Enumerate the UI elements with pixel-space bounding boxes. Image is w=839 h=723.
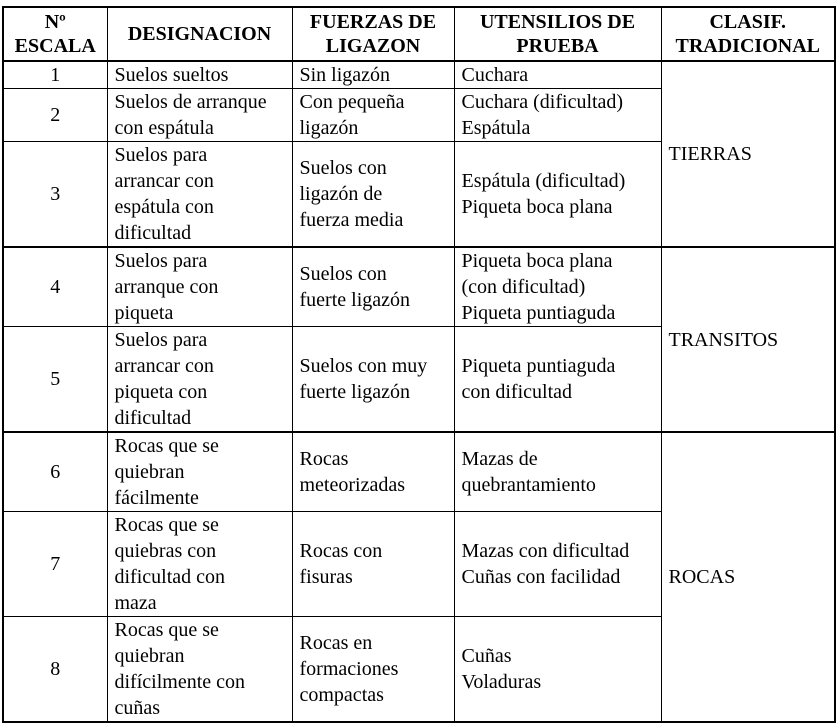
cell-line: Cuchara (dificultad) [461, 91, 624, 113]
cell-line: Suelos con [299, 157, 387, 179]
header-fuerzas [292, 7, 454, 61]
fuerzas-cell [292, 512, 454, 617]
cell-line: Suelos con muy [299, 355, 428, 377]
cell-line: fuerte ligazón [299, 289, 410, 311]
escala-cell: 6 [3, 432, 107, 512]
header-line: Nº [44, 11, 66, 33]
escala-cell: 5 [3, 327, 107, 433]
fuerzas-cell [292, 89, 454, 142]
cell-line: fuerte ligazón [299, 381, 410, 403]
fuerzas-cell [292, 247, 454, 327]
utensilios-cell [454, 327, 661, 433]
utensilios-cell [454, 617, 661, 723]
cell-line: Rocas que se [114, 435, 219, 457]
utensilios-cell [454, 89, 661, 142]
designacion-cell [107, 432, 292, 512]
utensilios-cell [454, 61, 661, 89]
cell-line: fácilmente [114, 487, 199, 509]
header-line: CLASIF. [709, 11, 786, 33]
header-line: UTENSILIOS DE [479, 11, 636, 33]
cell-line: Rocas en [299, 632, 373, 654]
table-row [3, 432, 835, 512]
cell-line: Cuñas [461, 645, 512, 667]
escala-cell: 2 [3, 89, 107, 142]
clasificacion-cell [661, 432, 835, 722]
cell-line: ligazón [299, 117, 359, 139]
clasificacion-rocas: ROCAS [668, 566, 736, 588]
cell-line: con dificultad [461, 381, 573, 403]
header-designacion [107, 7, 292, 61]
cell-line: Rocas con [299, 540, 383, 562]
escala-cell: 7 [3, 512, 107, 617]
cell-line: fuerza media [299, 209, 404, 231]
cell-line: Rocas que se [114, 514, 219, 536]
cell-line: con espátula [114, 117, 214, 139]
cell-line: formaciones [299, 658, 399, 680]
cell-line: cuñas [114, 697, 161, 719]
cell-line: Piqueta boca plana [461, 250, 613, 272]
table-row [3, 61, 835, 89]
designacion-cell [107, 61, 292, 89]
cell-line: Mazas con dificultad [461, 540, 630, 562]
cell-line: Rocas [299, 448, 349, 470]
cell-line: Suelos para [114, 329, 208, 351]
cell-line: ligazón de [299, 183, 383, 205]
cell-line: Suelos para [114, 144, 208, 166]
utensilios-cell [454, 432, 661, 512]
fuerzas-cell [292, 432, 454, 512]
cell-line: Rocas que se [114, 619, 219, 641]
cell-line: dificultad [114, 222, 192, 244]
cell-line: arranque con [114, 276, 219, 298]
cell-line: arrancar con [114, 170, 214, 192]
designacion-cell [107, 142, 292, 248]
header-line: FUERZAS DE [309, 11, 437, 33]
cell-line: Suelos con [299, 263, 387, 285]
cell-line: difícilmente con [114, 671, 246, 693]
fuerzas-cell [292, 617, 454, 723]
cell-line: Suelos sueltos [114, 64, 229, 86]
fuerzas-cell [292, 327, 454, 433]
escala-cell: 4 [3, 247, 107, 327]
cell-line: quiebras con [114, 540, 217, 562]
cell-line: Piqueta boca plana [461, 196, 613, 218]
escala-cell: 8 [3, 617, 107, 723]
cell-line: Piqueta puntiaguda [461, 355, 616, 377]
cell-line: fisuras [299, 566, 353, 588]
cell-line: Espátula (dificultad) [461, 170, 626, 192]
fuerzas-cell [292, 142, 454, 248]
cell-line: dificultad con [114, 566, 226, 588]
cell-line: espátula con [114, 196, 214, 218]
cell-line: maza [114, 592, 157, 614]
clasificacion-cell [661, 247, 835, 432]
cell-line: arrancar con [114, 355, 214, 377]
cell-line: meteorizadas [299, 474, 405, 496]
cell-line: piqueta con [114, 381, 208, 403]
header-line: ESCALA [14, 35, 96, 57]
cell-line: quebrantamiento [461, 474, 596, 496]
cell-line: Voladuras [461, 671, 542, 693]
cell-line: quiebran [114, 645, 185, 667]
header-clasificacion [661, 7, 835, 61]
header-row [3, 7, 835, 61]
clasificacion-tierras: TIERRAS [668, 143, 752, 165]
utensilios-cell [454, 247, 661, 327]
cell-line: Sin ligazón [299, 64, 391, 86]
escala-cell: 3 [3, 142, 107, 248]
cell-line: Cuchara [461, 64, 529, 86]
cell-line: (con dificultad) [461, 276, 586, 298]
utensilios-cell [454, 142, 661, 248]
cell-line: Con pequeña [299, 91, 405, 113]
clasificacion-cell [661, 61, 835, 247]
table-row [3, 247, 835, 327]
header-line: DESIGNACION [127, 23, 272, 45]
cell-line: Cuñas con facilidad [461, 566, 621, 588]
designacion-cell [107, 327, 292, 433]
designacion-cell [107, 247, 292, 327]
clasificacion-transitos: TRANSITOS [668, 328, 779, 351]
cell-line: Mazas de [461, 448, 538, 470]
utensilios-cell [454, 512, 661, 617]
header-line: PRUEBA [516, 35, 599, 57]
header-escala [3, 7, 107, 61]
escala-cell: 1 [3, 61, 107, 89]
cell-line: Espátula [461, 117, 531, 139]
designacion-cell [107, 89, 292, 142]
header-utensilios [454, 7, 661, 61]
cell-line: Piqueta puntiaguda [461, 302, 616, 324]
cell-line: dificultad [114, 407, 192, 429]
header-line: LIGAZON [325, 35, 421, 57]
cell-line: piqueta [114, 302, 174, 324]
designacion-cell [107, 512, 292, 617]
cell-line: compactas [299, 684, 384, 706]
fuerzas-cell [292, 61, 454, 89]
cell-line: Suelos para [114, 250, 208, 272]
soil-classification-table [2, 6, 836, 723]
cell-line: Suelos de arranque [114, 91, 267, 113]
cell-line: quiebran [114, 461, 185, 483]
designacion-cell [107, 617, 292, 723]
header-line: TRADICIONAL [675, 35, 820, 57]
